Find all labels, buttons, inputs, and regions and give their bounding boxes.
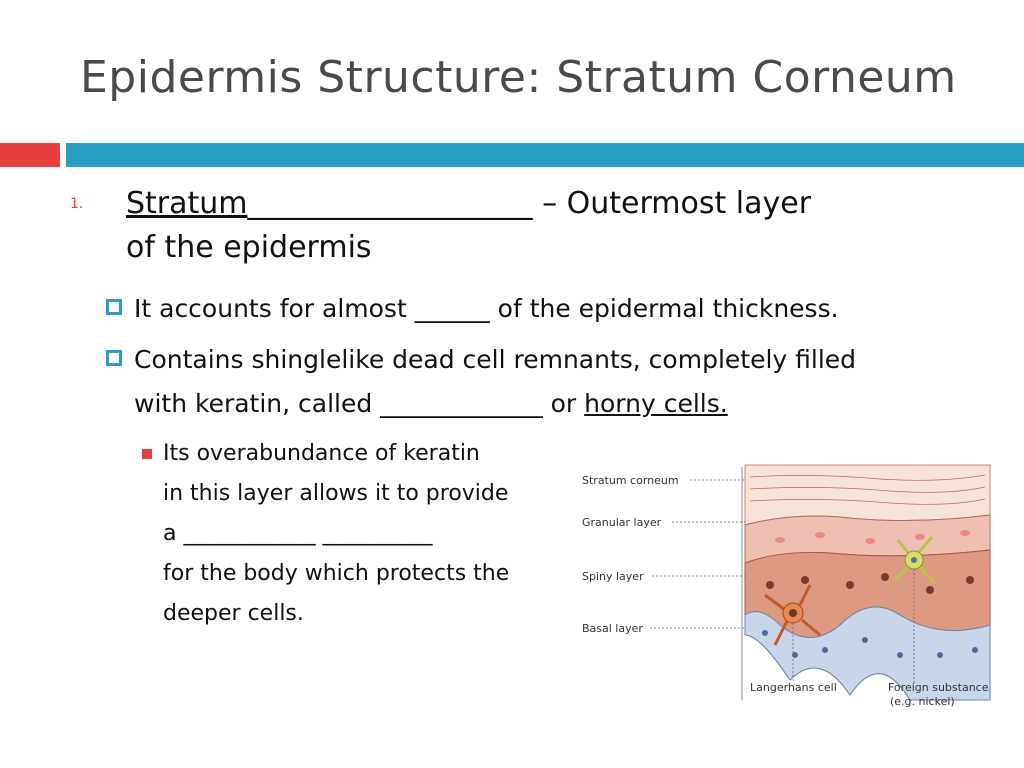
- label-stratum-corneum: Stratum corneum: [582, 474, 679, 487]
- square-bullet-icon: [106, 350, 122, 366]
- sub-bullet-1: [106, 287, 839, 331]
- label-granular-layer: Granular layer: [582, 516, 662, 529]
- subsub-line-4: for the body which protects the: [163, 561, 510, 586]
- sub-bullet-2-line2: [106, 389, 728, 418]
- horny-cells-term: horny cells.: [584, 389, 728, 418]
- label-foreign-substance: Foreign substance: [888, 681, 989, 694]
- stratum-word: Stratum: [126, 186, 248, 221]
- item1-rest: – Outermost layer: [532, 186, 812, 221]
- subsub-line-3: a ____________ __________: [163, 521, 433, 546]
- epidermis-diagram: [580, 455, 1000, 715]
- subsub-line-2: in this layer allows it to provide: [163, 481, 509, 506]
- list-number: 1.: [70, 196, 84, 212]
- sub-bullet-2-line2-prefix: with keratin, called _____________ or: [134, 389, 585, 418]
- tissue-illustration: [745, 465, 990, 700]
- stratum-blank: ___________________: [247, 186, 533, 221]
- header-band-red: [0, 143, 60, 167]
- label-foreign-substance-example: (e.g. nickel): [890, 695, 955, 708]
- label-basal-layer: Basal layer: [582, 622, 643, 635]
- sub-bullet-1-text: It accounts for almost ______ of the epidermal thickness.: [134, 294, 839, 323]
- list-item-1: [126, 182, 966, 270]
- sub-bullet-2-line1: Contains shinglelike dead cell remnants, completely filled: [134, 345, 857, 374]
- red-square-bullet-icon: [142, 449, 152, 459]
- header-band-teal: [66, 143, 1024, 167]
- square-bullet-icon: [106, 299, 122, 315]
- label-langerhans-cell: Langerhans cell: [750, 681, 837, 694]
- subsub-line-5: deeper cells.: [163, 601, 304, 626]
- sub-bullet-2: [106, 338, 856, 426]
- subsub-line-1: Its overabundance of keratin: [163, 441, 480, 466]
- label-spiny-layer: Spiny layer: [582, 570, 644, 583]
- slide-title: Epidermis Structure: Stratum Corneum: [80, 52, 957, 103]
- item1-line2: of the epidermis: [126, 230, 372, 265]
